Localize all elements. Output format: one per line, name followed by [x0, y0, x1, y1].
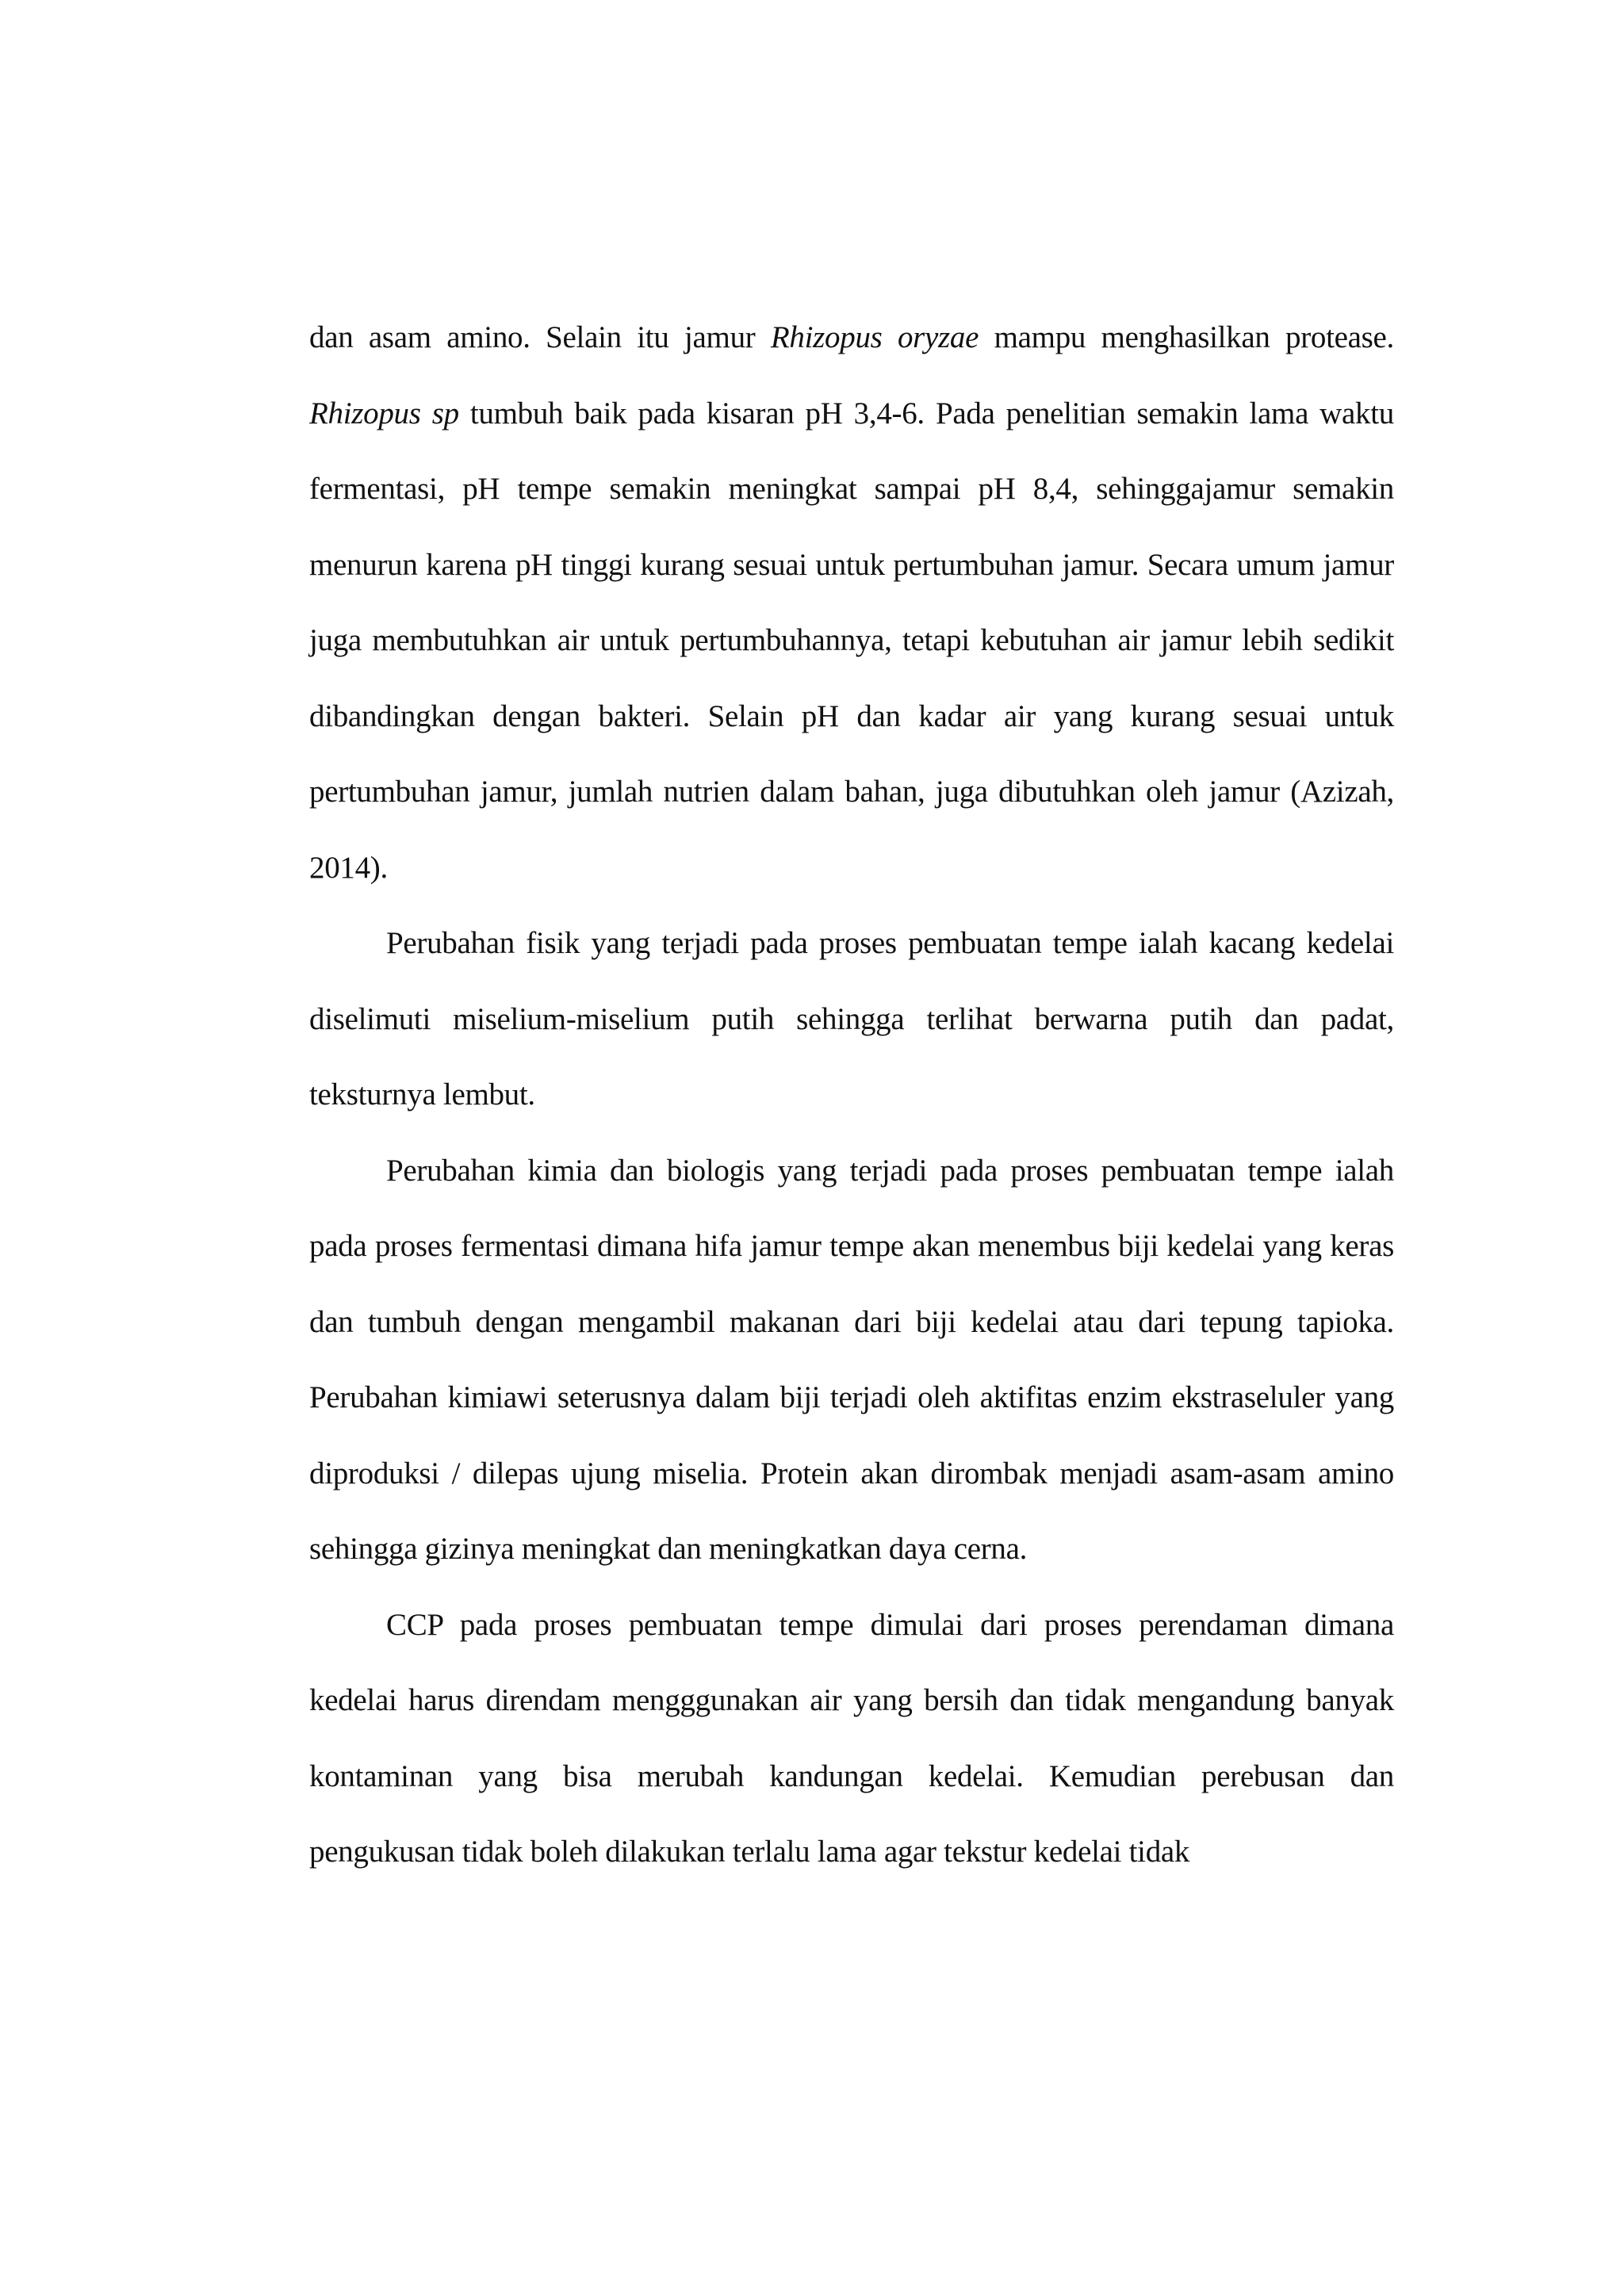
- document-body: [309, 300, 1394, 1890]
- paragraph-2-text: Perubahan fisik yang terjadi pada proses pembuatan tempe ialah kacang kedelai diselimuti miselium-miselium putih sehingga terlihat berwarna putih dan padat, teksturnya lembut.: [309, 926, 1394, 1112]
- paragraph-1-text: tumbuh baik pada kisaran pH 3,4-6. Pada penelitian semakin lama waktu fermentasi, pH tempe semakin meningkat sampai pH 8,4, sehinggajamur semakin menurun karena pH tinggi kurang sesuai untuk pertumbuhan jamur. Secara umum jamur juga membutuhkan air untuk pertumbuhannya, tetapi kebutuhan air jamur lebih sedikit dibandingkan dengan bakteri. Selain pH dan kadar air yang kurang sesuai untuk pertumbuhan jamur, jumlah nutrien dalam bahan, juga dibutuhkan oleh jamur (Azizah, 2014).: [309, 396, 1394, 885]
- paragraph-1-text: dan asam amino. Selain itu jamur: [309, 320, 771, 354]
- species-name-rhizopus-oryzae: Rhizopus oryzae: [770, 320, 979, 354]
- paragraph-1: [309, 300, 1394, 905]
- paragraph-3: [309, 1133, 1394, 1587]
- paragraph-4: [309, 1587, 1394, 1890]
- paragraph-2: [309, 905, 1394, 1133]
- paragraph-3-text: Perubahan kimia dan biologis yang terjadi pada proses pembuatan tempe ialah pada proses fermentasi dimana hifa jamur tempe akan menembus biji kedelai yang keras dan tumbuh dengan mengambil makanan dari biji kedelai atau dari tepung tapioka. Perubahan kimiawi seterusnya dalam biji terjadi oleh aktifitas enzim ekstraseluler yang diproduksi / dilepas ujung miselia. Protein akan dirombak menjadi asam-asam amino sehingga gizinya meningkat dan meningkatkan daya cerna.: [309, 1153, 1394, 1566]
- species-name-rhizopus-sp: Rhizopus sp: [309, 396, 459, 430]
- paragraph-1-text: mampu menghasilkan protease.: [979, 320, 1394, 354]
- paragraph-4-text: CCP pada proses pembuatan tempe dimulai dari proses perendaman dimana kedelai harus direndam mengggunakan air yang bersih dan tidak mengandung banyak kontaminan yang bisa merubah kandungan kedelai. Kemudian perebusan dan pengukusan tidak boleh dilakukan terlalu lama agar tekstur kedelai tidak: [309, 1607, 1394, 1869]
